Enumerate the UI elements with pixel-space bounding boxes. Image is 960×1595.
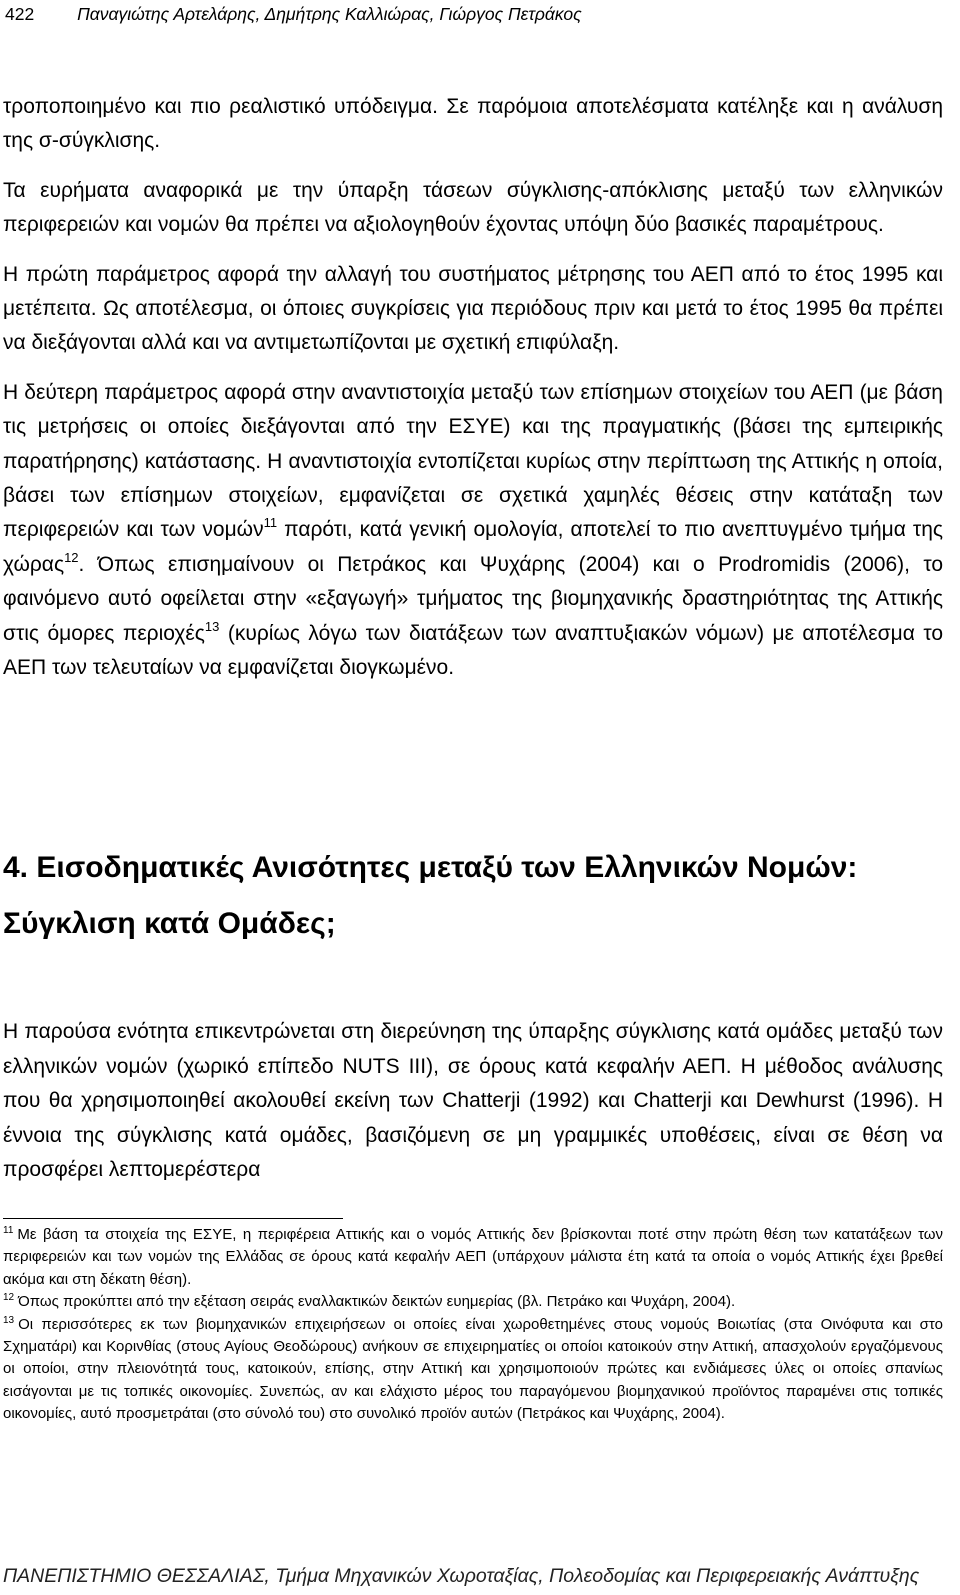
paragraph-3: Η πρώτη παράμετρος αφορά την αλλαγή του συστήματος μέτρησης του ΑΕΠ από το έτος 1995 και μετέπειτα. Ως αποτέλεσμα, οι όποιες συγκρίσεις για περιόδους πριν και μετά το έτος 1995 θα πρέπει να διεξάγονται αλλά και να αντιμετωπίζονται με σχετική επιφύλαξη. bbox=[3, 262, 943, 355]
footnote-separator bbox=[3, 1218, 343, 1219]
running-header bbox=[5, 2, 945, 26]
footnote-number: 11 bbox=[3, 1225, 14, 1236]
footnote-number: 13 bbox=[3, 1314, 15, 1326]
running-footer: ΠΑΝΕΠΙΣΤΗΜΙΟ ΘΕΣΣΑΛΙΑΣ, Τμήμα Μηχανικών Χωροταξίας, Πολεοδομίας και Περιφερειακής Ανάπτυξης bbox=[3, 1565, 920, 1587]
footnote-ref-12: 12 bbox=[64, 549, 79, 565]
paragraph-1: τροποποιημένο και πιο ρεαλιστικό υπόδειγμα. Σε παρόμοια αποτελέσματα κατέληξε και η ανάλυση της σ-σύγκλισης. bbox=[3, 95, 943, 153]
paragraph-4-part-d: (κυρίως λόγω των διατάξεων των αναπτυξιακών νόμων) με αποτέλεσμα το ΑΕΠ των τελευταίων να εμφανίζεται διογκωμένο. bbox=[3, 621, 943, 680]
footnote-11 bbox=[3, 1224, 943, 1291]
footnote-text: Με βάση τα στοιχεία της ΕΣΥΕ, η περιφέρεια Αττικής και ο νομός Αττικής δεν βρίσκονται ποτέ στην πρώτη θέση των κατατάξεων των περιφερειών και των νομών της Ελλάδας σε όρους κατά κεφαλήν ΑΕΠ (υπάρχουν μάλιστα έτη κατά τα οποία ο νομός Αττικής έχει βρεθεί ακόμα και στη δέκατη θέση). bbox=[3, 1226, 943, 1288]
paragraph-2: Τα ευρήματα αναφορικά με την ύπαρξη τάσεων σύγκλισης-απόκλισης μεταξύ των ελληνικών περιφερειών και νομών θα πρέπει να αξιολογηθούν έχοντας υπόψη δύο βασικές παραμέτρους. bbox=[3, 178, 943, 237]
paragraph-4 bbox=[3, 376, 943, 686]
section-paragraph-1: Η παρούσα ενότητα επικεντρώνεται στη διερεύνηση της ύπαρξης σύγκλισης κατά ομάδες μεταξύ των ελληνικών νομών (χωρικό επίπεδο NUTS III), σε όρους κατά κεφαλήν ΑΕΠ. Η μέθοδος ανάλυσης που θα χρησιμοποιηθεί ακολουθεί εκείνη των Chatterji (1992) και Chatterji και Dewhurst (1996). Η έννοια της σύγκλισης κατά ομάδες, βασιζόμενη σε μη γραμμικές υποθέσεις, είναι σε θέση να προσφέρει λεπτομερέστερα bbox=[3, 1020, 943, 1182]
header-authors: Παναγιώτης Αρτελάρης, Δημήτρης Καλλιώρας, Γιώργος Πετράκος bbox=[77, 4, 582, 24]
paragraph-4-part-a: Η δεύτερη παράμετρος αφορά στην αναντιστοιχία μεταξύ των επίσημων στοιχείων του ΑΕΠ (με βάση τις μετρήσεις οι οποίες διεξάγονται από την ΕΣΥΕ) και της πραγματικής (βάσει της εμπειρικής παρατήρησης) κατάστασης. Η αναντιστοιχία εντοπίζεται κυρίως στην περίπτωση της Αττικής η οποία, βάσει των επίσημων στοιχείων, εμφανίζεται σε σχετικά χαμηλές θέσεις στην κατάταξη των περιφερειών και των νομών bbox=[3, 380, 943, 542]
main-text bbox=[3, 90, 943, 686]
footnote-12 bbox=[3, 1291, 943, 1313]
paragraph-4-part-c: . Όπως επισημαίνουν οι Πετράκος και Ψυχάρης (2004) και ο Prodromidis (2006), το φαινόμενο αυτό οφείλεται στην «εξαγωγή» τμήματος της βιομηχανικής δραστηριότητας της Αττικής στις όμορες περιοχές bbox=[3, 552, 943, 645]
footnote-text: Όπως προκύπτει από την εξέταση σειράς εναλλακτικών δεικτών ευημερίας (βλ. Πετράκο και Ψυχάρη, 2004). bbox=[18, 1293, 736, 1311]
footnote-ref-13: 13 bbox=[204, 618, 220, 634]
footnotes bbox=[3, 1224, 943, 1426]
footnote-13 bbox=[3, 1314, 943, 1426]
section-heading: 4. Εισοδηματικές Ανισότητες μεταξύ των Ελληνικών Νομών: Σύγκλιση κατά Ομάδες; bbox=[3, 851, 858, 940]
page-number: 422 bbox=[5, 4, 35, 24]
section-text bbox=[3, 1015, 943, 1188]
footnote-text: Οι περισσότερες εκ των βιομηχανικών επιχειρήσεων οι οποίες είναι χωροθετημένες στους νομούς Βοιωτίας (στα Οινόφυτα και στο Σχηματάρι) και Κορινθίας (στους Αγίους Θεοδώρους) ανήκουν σε επιχειρηματίες οι οποίοι κατοικούν στην Αττική, απασχολούν εργαζόμενους οι οποίοι, στην πλειονότητά τους, κατοικούν, επίσης, στην Αττική και χρησιμοποιούν πρώτες και ενδιάμεσες ύλες οι οποίες σπανίως εισάγονται με τις τοπικές οικονομίες. Συνεπώς, αν και ελάχιστο μέρος του παραγόμενου βιομηχανικού προϊόντος παραμένει στις τοπικές οικονομίες, αυτό προσμετράται (στο σύνολό του) στο συνολικό προϊόν αυτών (Πετράκος και Ψυχάρης, 2004). bbox=[3, 1315, 943, 1423]
footnote-number: 12 bbox=[3, 1292, 15, 1304]
paragraph-4-part-b: παρότι, κατά γενική ομολογία, αποτελεί το πιο ανεπτυγμένο τμήμα της χώρας bbox=[3, 518, 944, 576]
footnote-ref-11: 11 bbox=[263, 515, 278, 531]
